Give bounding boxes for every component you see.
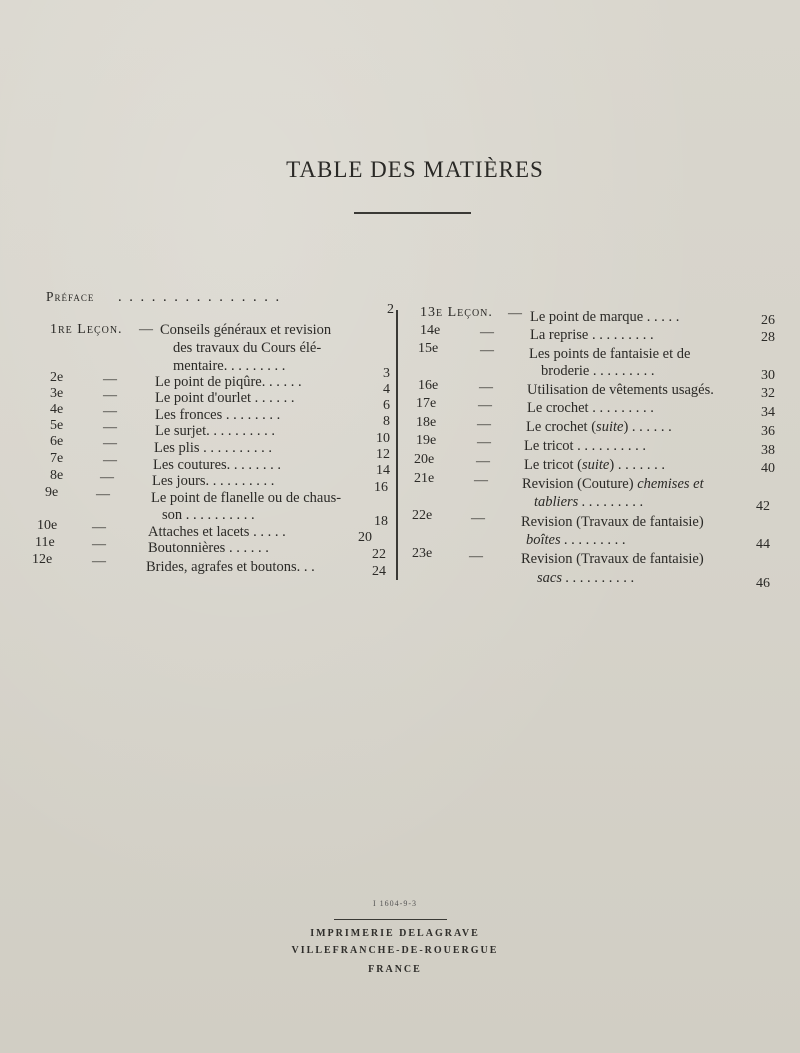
toc-entry-10-page: 20: [358, 530, 372, 545]
toc-entry-2-page: 4: [383, 382, 390, 397]
toc-entry-21-dash: —: [474, 473, 488, 488]
toc-entry-16-page: 32: [761, 386, 775, 401]
toc-entry-2-dash: —: [103, 372, 117, 387]
toc-entry-3-page: 6: [383, 398, 390, 413]
toc-entry-21-num: 21e: [414, 471, 435, 486]
toc-entry-preface-dots: . . . . . . . . . . . . . . .: [118, 289, 282, 305]
toc-entry-23-line1: Revision (Travaux de fantaisie): [521, 551, 704, 567]
toc-entry-13-page: 26: [761, 313, 775, 328]
toc-entry-6-title: Les plis . . . . . . . . . .: [154, 440, 273, 456]
column-divider: [396, 310, 398, 580]
toc-entry-23-page: 46: [756, 576, 770, 591]
toc-entry-21-page: 42: [756, 499, 770, 514]
toc-entry-14-dash: —: [480, 325, 494, 340]
toc-entry-1-line2: des travaux du Cours élé-: [173, 340, 322, 356]
toc-entry-12-num: 12e: [32, 552, 53, 567]
toc-entry-4-dash: —: [103, 404, 117, 419]
toc-entry-13-num: 13e Leçon.: [420, 305, 493, 320]
toc-entry-7-page: 14: [376, 463, 390, 478]
toc-entry-20-num: 20e: [414, 452, 435, 467]
toc-entry-22-dash: —: [471, 511, 485, 526]
toc-entry-12-dash: —: [92, 554, 106, 569]
toc-entry-17-page: 34: [761, 405, 775, 420]
toc-entry-1-line3: mentaire. . . . . . . . .: [173, 358, 286, 374]
toc-entry-8-title: Les jours. . . . . . . . . .: [152, 473, 275, 489]
toc-entry-17-title: Le crochet . . . . . . . . .: [527, 400, 654, 416]
toc-entry-23-num: 23e: [412, 546, 433, 561]
toc-entry-6-page: 12: [376, 447, 390, 462]
toc-entry-19-dash: —: [477, 435, 491, 450]
toc-entry-3-dash: —: [103, 388, 117, 403]
toc-entry-13-title: Le point de marque . . . . .: [530, 309, 680, 325]
toc-entry-16-num: 16e: [418, 378, 439, 393]
toc-entry-12-title: Brides, agrafes et boutons. . .: [146, 559, 315, 575]
toc-entry-5-page: 10: [376, 431, 390, 446]
toc-entry-2-title: Le point de piqûre. . . . . .: [155, 374, 302, 390]
toc-entry-10-dash: —: [92, 520, 106, 535]
toc-entry-3-title: Le point d'ourlet . . . . . .: [155, 390, 295, 406]
toc-entry-18-title: Le crochet (suite) . . . . . .: [526, 419, 672, 435]
page-title: TABLE DES MATIÈRES: [286, 157, 544, 182]
toc-entry-13-dash: —: [508, 306, 522, 321]
toc-entry-1-num: 1re Leçon.: [50, 322, 123, 337]
toc-entry-22-num: 22e: [412, 508, 433, 523]
toc-entry-1-line1: Conseils généraux et revision: [160, 322, 332, 338]
toc-entry-11-title: Boutonnières . . . . . .: [148, 540, 269, 556]
toc-entry-5-title: Le surjet. . . . . . . . . .: [155, 423, 276, 439]
toc-entry-7-num: 7e: [50, 451, 64, 466]
toc-entry-14-num: 14e: [420, 323, 441, 338]
toc-entry-16-dash: —: [479, 380, 493, 395]
toc-entry-9-num: 9e: [45, 485, 59, 500]
toc-entry-22-page: 44: [756, 537, 770, 552]
toc-entry-8-dash: —: [100, 470, 114, 485]
toc-entry-17-dash: —: [478, 398, 492, 413]
toc-entry-15-line1: Les points de fantaisie et de: [529, 346, 691, 362]
toc-entry-9-dash: —: [96, 487, 110, 502]
toc-entry-21-line2: tabliers . . . . . . . . .: [534, 494, 644, 510]
toc-entry-14-title: La reprise . . . . . . . . .: [530, 327, 654, 343]
toc-entry-1-page: 3: [383, 366, 390, 381]
toc-entry-10-title: Attaches et lacets . . . . .: [148, 524, 286, 540]
toc-entry-20-title: Le tricot (suite) . . . . . . .: [524, 457, 665, 473]
toc-entry-17-num: 17e: [416, 396, 437, 411]
toc-entry-7-title: Les coutures. . . . . . . .: [153, 457, 282, 473]
toc-entry-19-page: 38: [761, 443, 775, 458]
toc-entry-8-page: 16: [374, 480, 388, 495]
toc-entry-5-num: 5e: [50, 418, 64, 433]
toc-entry-18-page: 36: [761, 424, 775, 439]
toc-entry-4-title: Les fronces . . . . . . . .: [155, 407, 281, 423]
toc-entry-9-page: 18: [374, 514, 388, 529]
toc-entry-16-title: Utilisation de vêtements usagés.: [527, 382, 714, 398]
toc-entry-22-line1: Revision (Travaux de fantaisie): [521, 514, 704, 530]
toc-entry-8-num: 8e: [50, 468, 64, 483]
toc-entry-6-dash: —: [103, 436, 117, 451]
toc-entry-preface-label: Préface: [46, 289, 95, 304]
toc-entry-11-num: 11e: [35, 535, 55, 550]
toc-entry-5-dash: —: [103, 420, 117, 435]
footer-rule: [334, 919, 447, 920]
toc-entry-15-page: 30: [761, 368, 775, 383]
toc-entry-4-page: 8: [383, 414, 390, 429]
toc-entry-12-page: 24: [372, 564, 386, 579]
toc-entry-22-line2: boîtes . . . . . . . . .: [526, 532, 626, 548]
toc-entry-18-num: 18e: [416, 415, 437, 430]
toc-entry-1-dash: —: [139, 322, 153, 337]
toc-entry-11-dash: —: [92, 537, 106, 552]
toc-entry-20-dash: —: [476, 454, 490, 469]
toc-entry-23-line2: sacs . . . . . . . . . .: [537, 570, 635, 586]
toc-entry-11-page: 22: [372, 547, 386, 562]
toc-entry-preface-page: 2: [387, 302, 394, 317]
toc-entry-4-num: 4e: [50, 402, 64, 417]
toc-entry-6-num: 6e: [50, 434, 64, 449]
toc-entry-15-line2: broderie . . . . . . . . .: [541, 363, 655, 379]
toc-entry-9-line1: Le point de flanelle ou de chaus-: [151, 490, 342, 506]
toc-entry-10-num: 10e: [37, 518, 58, 533]
toc-entry-18-dash: —: [477, 417, 491, 432]
toc-entry-3-num: 3e: [50, 386, 64, 401]
printer-name: IMPRIMERIE DELAGRAVE: [310, 928, 480, 939]
toc-entry-15-num: 15e: [418, 341, 439, 356]
toc-entry-21-line1: Revision (Couture) chemises et: [522, 476, 704, 492]
toc-entry-2-num: 2e: [50, 370, 64, 385]
printer-city: VILLEFRANCHE-DE-ROUERGUE: [291, 945, 499, 956]
toc-entry-20-page: 40: [761, 461, 775, 476]
printer-country: FRANCE: [368, 964, 422, 975]
print-code: I 1604-9-3: [373, 899, 417, 908]
toc-entry-14-page: 28: [761, 330, 775, 345]
toc-entry-7-dash: —: [103, 453, 117, 468]
title-rule: [354, 212, 471, 214]
toc-entry-19-title: Le tricot . . . . . . . . . .: [524, 438, 647, 454]
toc-entry-15-dash: —: [480, 343, 494, 358]
toc-entry-23-dash: —: [469, 549, 483, 564]
toc-entry-9-line2: son . . . . . . . . . .: [162, 507, 255, 523]
toc-entry-19-num: 19e: [416, 433, 437, 448]
